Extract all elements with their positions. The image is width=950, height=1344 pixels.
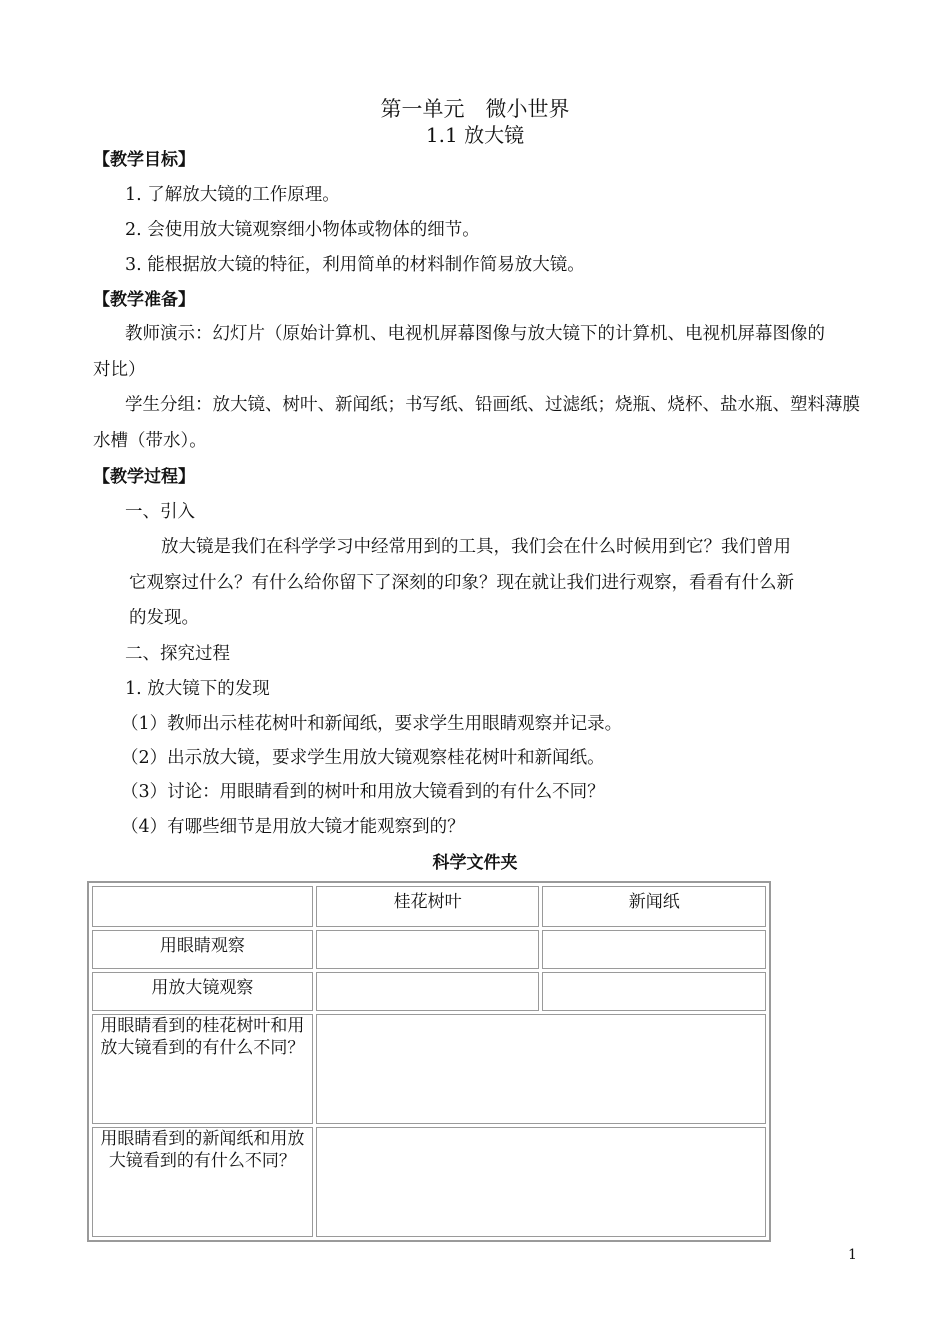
prep-heading: 【教学准备】: [93, 290, 195, 310]
explore-label: 二、探究过程: [125, 644, 230, 664]
table-row: [92, 972, 766, 1011]
unit-title: 第一单元 微小世界: [380, 97, 570, 121]
row-label: 用放大镜观察: [92, 972, 313, 1011]
table-header-cell: [92, 886, 313, 927]
goal-item: 2. 会使用放大镜观察细小物体或物体的细节。: [125, 220, 480, 240]
sub-heading: 1. 放大镜下的发现: [125, 679, 270, 699]
table-cell-empty[interactable]: [542, 930, 766, 969]
prep-line: 学生分组：放大镜、树叶、新闻纸；书写纸、铅画纸、过滤纸；烧瓶、烧杯、盐水瓶、塑料薄膜: [125, 395, 860, 415]
prep-line: 水槽（带水）。: [93, 431, 207, 451]
table-header-cell: 新闻纸: [542, 886, 766, 927]
question-cell: 用眼睛看到的桂花树叶和用放大镜看到的有什么不同？: [92, 1014, 313, 1124]
goal-item: 3. 能根据放大镜的特征，利用简单的材料制作简易放大镜。: [125, 255, 585, 275]
intro-text: 它观察过什么？有什么给你留下了深刻的印象？现在就让我们进行观察，看看有什么新: [129, 573, 794, 593]
table-cell-empty[interactable]: [316, 930, 540, 969]
answer-cell[interactable]: [316, 1127, 766, 1237]
question-cell: 用眼睛看到的新闻纸和用放大镜看到的有什么不同？: [92, 1127, 313, 1237]
intro-label: 一、引入: [125, 502, 195, 522]
table-row: [92, 1127, 766, 1237]
goal-item: 1. 了解放大镜的工作原理。: [125, 185, 340, 205]
intro-text: 放大镜是我们在科学学习中经常用到的工具，我们会在什么时候用到它？我们曾用: [161, 537, 791, 557]
goals-heading: 【教学目标】: [93, 150, 195, 170]
step-item: （1）教师出示桂花树叶和新闻纸，要求学生用眼睛观察并记录。: [121, 714, 623, 734]
science-folder-table: [87, 881, 771, 1242]
step-item: （2）出示放大镜，要求学生用放大镜观察桂花树叶和新闻纸。: [121, 748, 605, 768]
table-header-row: [92, 886, 766, 927]
answer-cell[interactable]: [316, 1014, 766, 1124]
row-label: 用眼睛观察: [92, 930, 313, 969]
page-number: 1: [848, 1247, 857, 1263]
intro-text: 的发现。: [129, 608, 199, 628]
table-cell-empty[interactable]: [542, 972, 766, 1011]
prep-line: 对比）: [93, 360, 146, 380]
prep-line: 教师演示：幻灯片（原始计算机、电视机屏幕图像与放大镜下的计算机、电视机屏幕图像的: [125, 324, 825, 344]
step-item: （3）讨论：用眼睛看到的树叶和用放大镜看到的有什么不同？: [121, 782, 605, 802]
process-heading: 【教学过程】: [93, 467, 195, 487]
step-item: （4）有哪些细节是用放大镜才能观察到的？: [121, 817, 465, 837]
folder-title: 科学文件夹: [432, 853, 518, 873]
table-row: [92, 930, 766, 969]
lesson-title: 1.1 放大镜: [425, 123, 525, 147]
table-header-cell: 桂花树叶: [316, 886, 540, 927]
table-cell-empty[interactable]: [316, 972, 540, 1011]
table-row: [92, 1014, 766, 1124]
